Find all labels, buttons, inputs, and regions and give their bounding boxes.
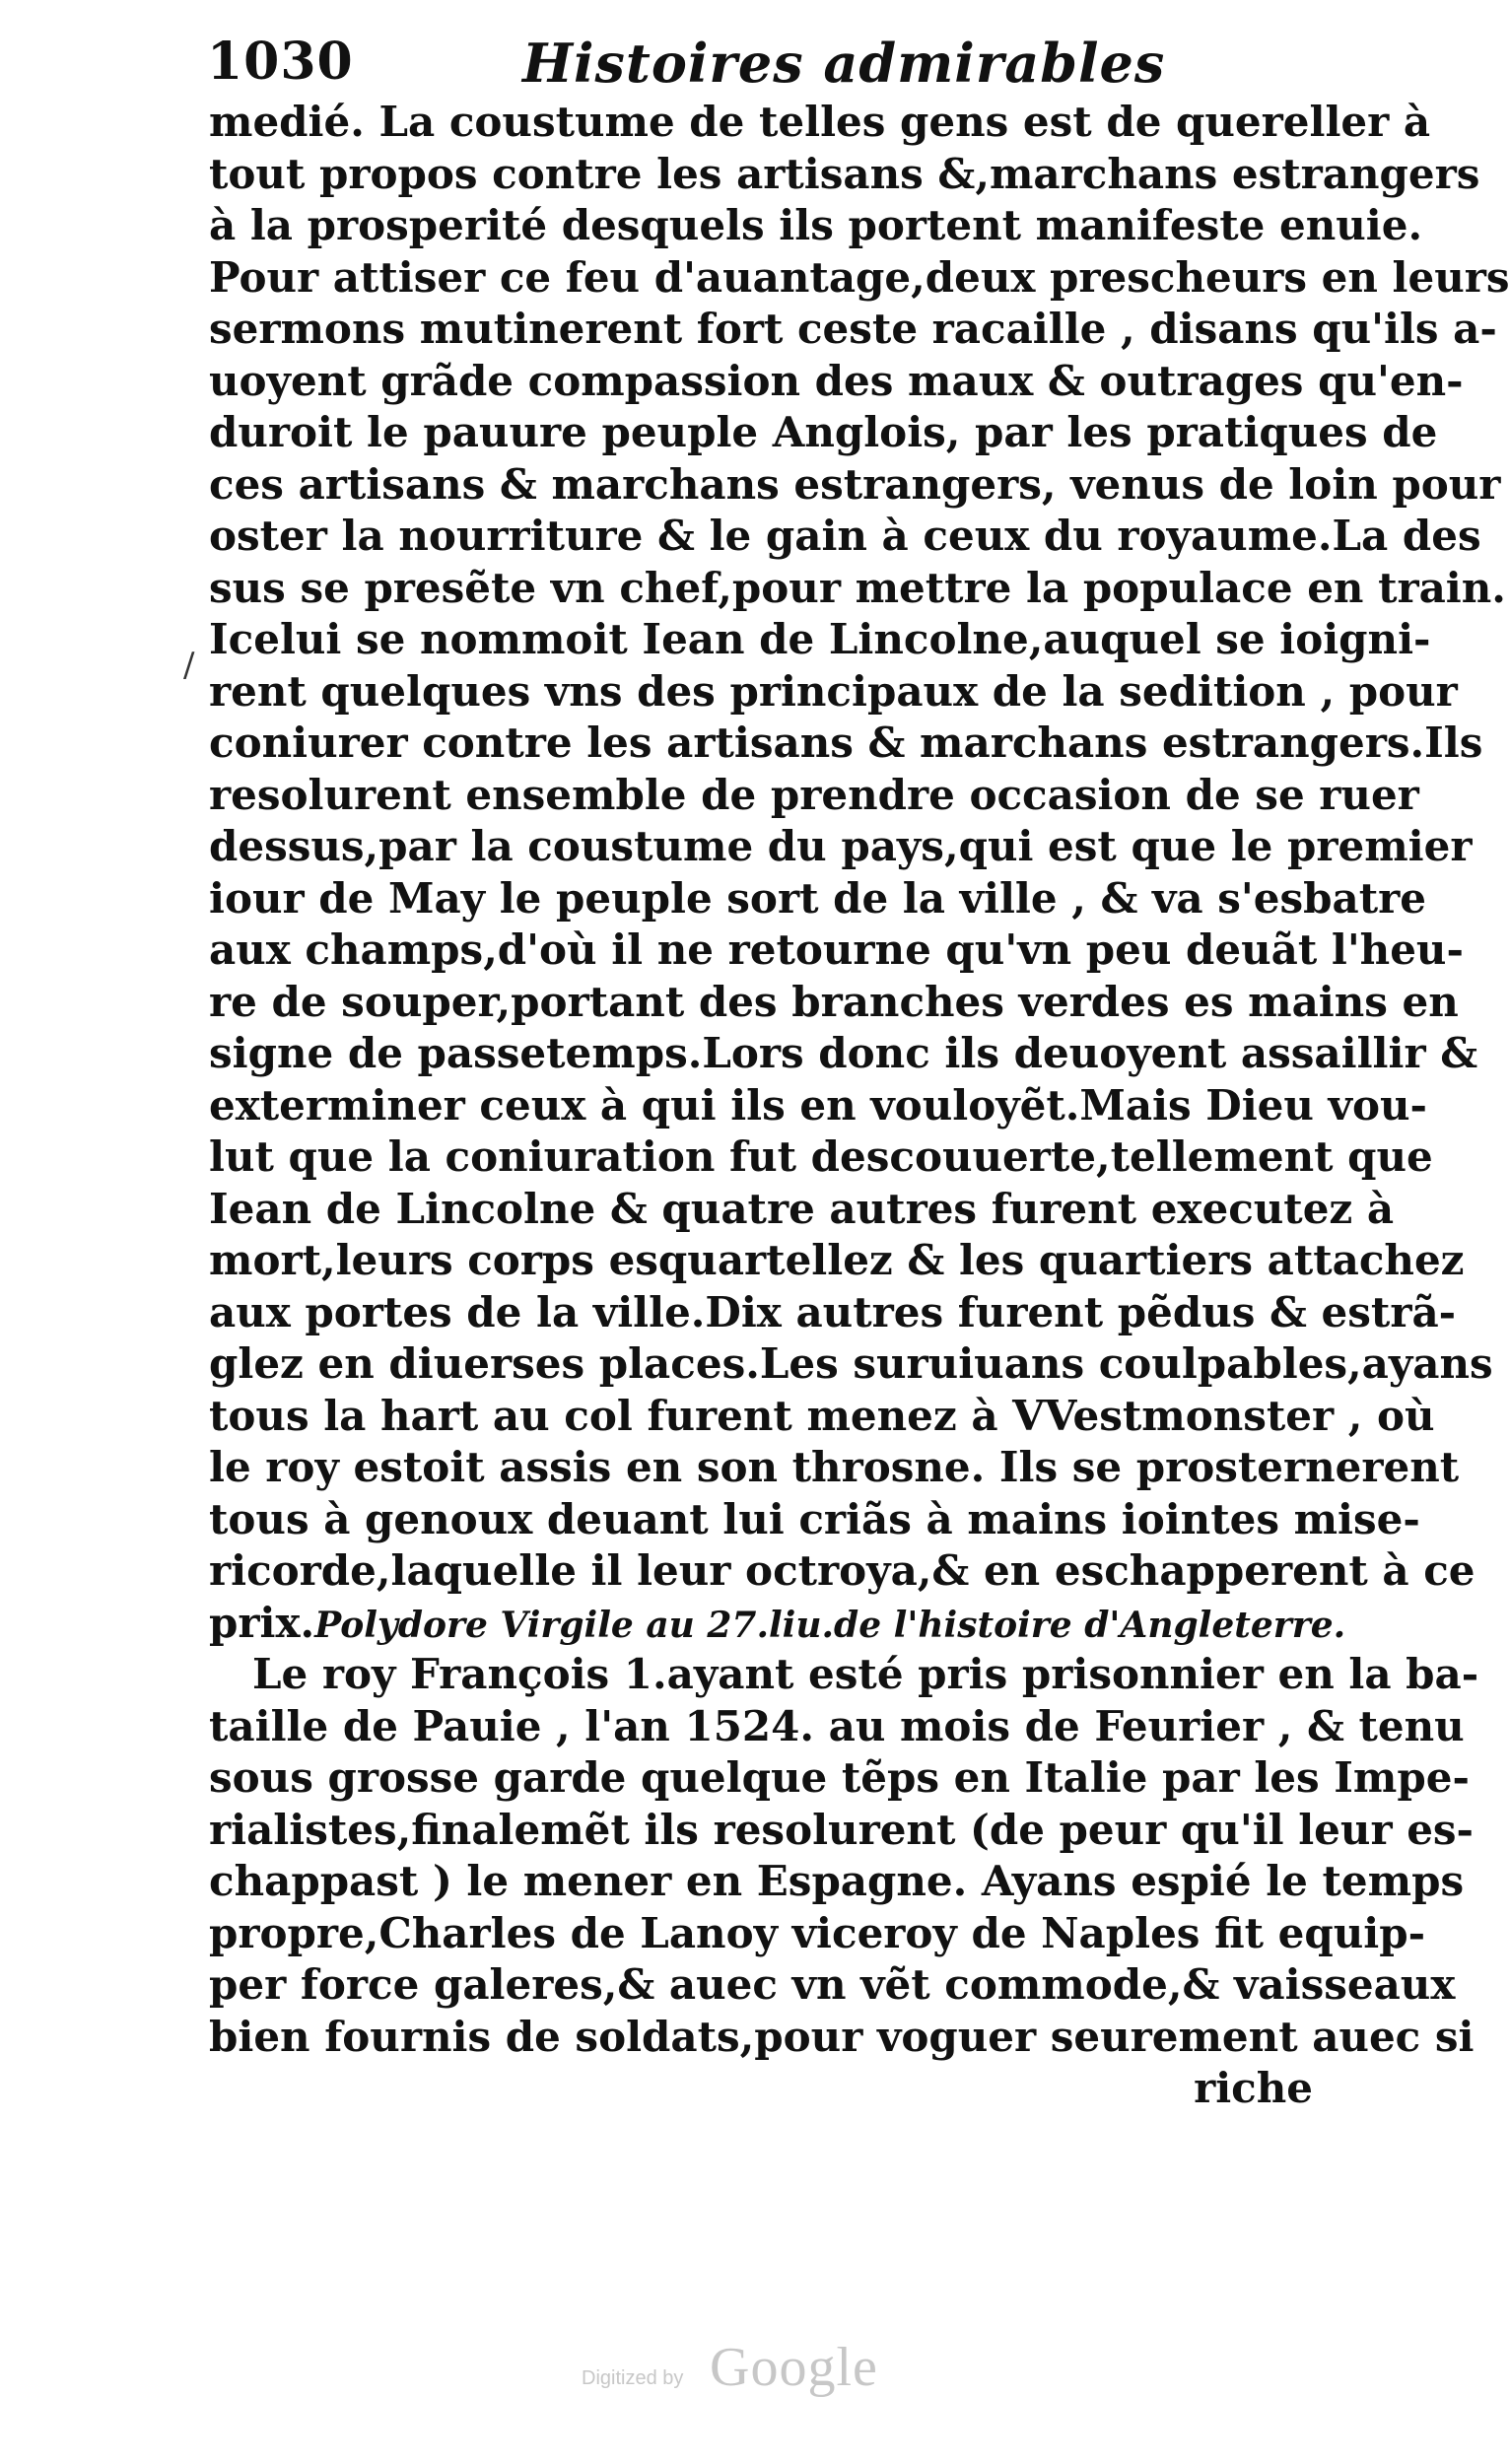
text-line: ricorde,laquelle il leur octroya,& en eschapperent à ce [209, 1546, 1476, 1595]
text-line: Iean de Lincolne & quatre autres furent executez à [209, 1184, 1395, 1233]
text-line: Icelui se nommoit Iean de Lincolne,auquel se ioigni- [209, 615, 1431, 663]
text-line: tout propos contre les artisans &,marchans estrangers [209, 149, 1480, 198]
text-line: le roy estoit assis en son throsne. Ils se prosternerent [209, 1443, 1460, 1491]
text-line: coniurer contre les artisans & marchans estrangers.Ils [209, 719, 1483, 767]
text-line: sermons mutinerent fort ceste racaille , disans qu'ils a- [209, 305, 1497, 353]
text-line: resolurent ensemble de prendre occasion de se ruer [209, 770, 1419, 819]
catchword: riche [1194, 2064, 1313, 2112]
text-line: sous grosse garde quelque tẽps en Italie par les Impe- [209, 1753, 1470, 1802]
text-line: re de souper,portant des branches verdes es mains en [209, 977, 1459, 1026]
text-line: iour de May le peuple sort de la ville , & va s'esbatre [209, 873, 1426, 923]
text-line: signe de passetemps.Lors donc ils deuoyent assaillir & [209, 1029, 1478, 1077]
citation-line [209, 1598, 1346, 1650]
marginal-mark: / [183, 646, 195, 685]
text-line: ces artisans & marchans estrangers, venus de loin pour [209, 459, 1501, 509]
citation: Polydore Virgile au 27.liu.de l'histoire d'Angleterre. [314, 1604, 1346, 1646]
text-line: dessus,par la coustume du pays,qui est que le premier [209, 822, 1473, 870]
text-line: lut que la coniuration fut descouuerte,tellement que [209, 1132, 1433, 1181]
text-line: rent quelques vns des principaux de la sedition , pour [209, 666, 1458, 716]
text-line: duroit le pauure peuple Anglois, par les pratiques de [209, 408, 1438, 456]
text-line: tous à genoux deuant lui criãs à mains iointes mise- [209, 1494, 1420, 1543]
text-line: à la prosperité desquels ils portent manifeste enuie. [209, 201, 1423, 249]
text-line: mort,leurs corps esquartellez & les quartiers attachez [209, 1236, 1465, 1284]
digitized-by-label: Digitized by [582, 2367, 684, 2389]
text-line: exterminer ceux à qui ils en vouloyẽt.Mais Dieu vou- [209, 1080, 1427, 1129]
text-line: chappast ) le mener en Espagne. Ayans espié le temps [209, 1857, 1465, 1905]
digitized-by-google-watermark [582, 2336, 917, 2405]
text-line: glez en diuerses places.Les suruiuans coulpables,ayans [209, 1339, 1493, 1388]
text-line: uoyent grãde compassion des maux & outrages qu'en- [209, 356, 1464, 405]
text-line: rialistes,finalemẽt ils resolurent (de peur qu'il leur es- [209, 1805, 1474, 1854]
text-line: per force galeres,& auec vn vẽt commode,& vaisseaux [209, 1960, 1456, 2009]
text-line: Pour attiser ce feu d'auantage,deux prescheurs en leurs [209, 252, 1510, 302]
body-text [209, 97, 1510, 2115]
running-title: Histoires admirables [522, 32, 1166, 95]
citation-prefix: prix. [209, 1598, 315, 1647]
text-line: aux champs,d'où il ne retourne qu'vn peu deuãt l'heu- [209, 925, 1464, 974]
text-line: aux portes de la ville.Dix autres furent pẽdus & estrã- [209, 1287, 1457, 1336]
text-line: bien fournis de soldats,pour voguer seurement auec si [209, 2012, 1475, 2061]
text-line: oster la nourriture & le gain à ceux du royaume.La des [209, 512, 1481, 560]
text-line: sus se presẽte vn chef,pour mettre la populace en train. [209, 563, 1506, 612]
paragraph-start-line: Le roy François 1.ayant esté pris prisonnier en la ba- [252, 1650, 1479, 1698]
text-line: medié. La coustume de telles gens est de quereller à [209, 98, 1431, 146]
text-line: propre,Charles de Lanoy viceroy de Naples fit equip- [209, 1908, 1426, 1957]
page-number: 1030 [207, 32, 354, 92]
text-line: taille de Pauie , l'an 1524. au mois de Feurier , & tenu [209, 1701, 1465, 1750]
google-logo: Google [710, 2337, 878, 2398]
text-line: tous la hart au col furent menez à VVestmonster , où [209, 1391, 1435, 1440]
